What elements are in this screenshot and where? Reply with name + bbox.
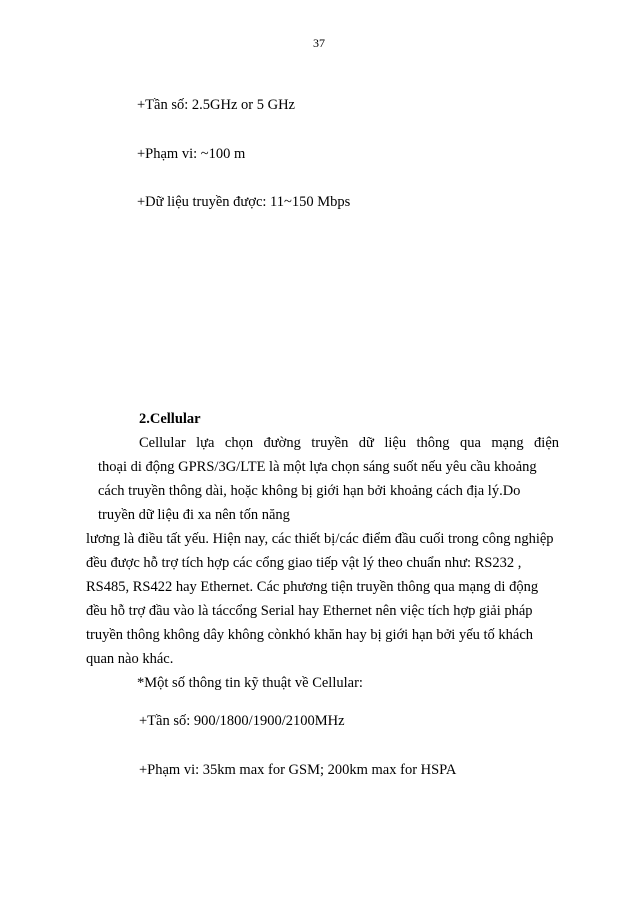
wifi-frequency-spec: +Tần số: 2.5GHz or 5 GHz [137,97,295,113]
paragraph-line: quan nào khác. [86,651,174,667]
page-number: 37 [313,36,325,50]
paragraph-line: RS485, RS422 hay Ethernet. Các phương tiện truyền thông qua mạng di động [86,579,539,595]
cellular-frequency-spec: +Tần số: 900/1800/1900/2100MHz [139,713,345,729]
paragraph-line: đều hỗ trợ đầu vào là táccổng Serial hay Ethernet nên việc tích hợp giải pháp [86,603,533,619]
wifi-range-spec: +Phạm vi: ~100 m [137,146,246,162]
paragraph-line: Cellular lựa chọn đường truyền dữ liệu thông qua mạng điện [139,435,559,451]
cellular-specs-intro: *Một số thông tin kỹ thuật về Cellular: [137,675,363,691]
paragraph-line: lương là điều tất yếu. Hiện nay, các thiết bị/các điểm đầu cuối trong công nghiệp [86,531,554,547]
paragraph-line: thoại di động GPRS/3G/LTE là một lựa chọn sáng suốt nếu yêu cầu khoảng [98,459,537,475]
cellular-range-spec: +Phạm vi: 35km max for GSM; 200km max for HSPA [139,762,457,778]
wifi-data-rate-spec: +Dữ liệu truyền được: 11~150 Mbps [137,194,351,210]
section-heading-cellular: 2.Cellular [139,411,201,427]
paragraph-line: đều được hỗ trợ tích hợp các cổng giao tiếp vật lý theo chuẩn như: RS232 , [86,555,522,571]
paragraph-line: cách truyền thông dài, hoặc không bị giới hạn bởi khoảng cách địa lý.Do [98,483,521,499]
paragraph-line: truyền dữ liệu đi xa nên tốn năng [98,507,290,523]
paragraph-line: truyền thông không dây không cònkhó khăn hay bị giới hạn bởi yếu tố khách [86,627,534,643]
